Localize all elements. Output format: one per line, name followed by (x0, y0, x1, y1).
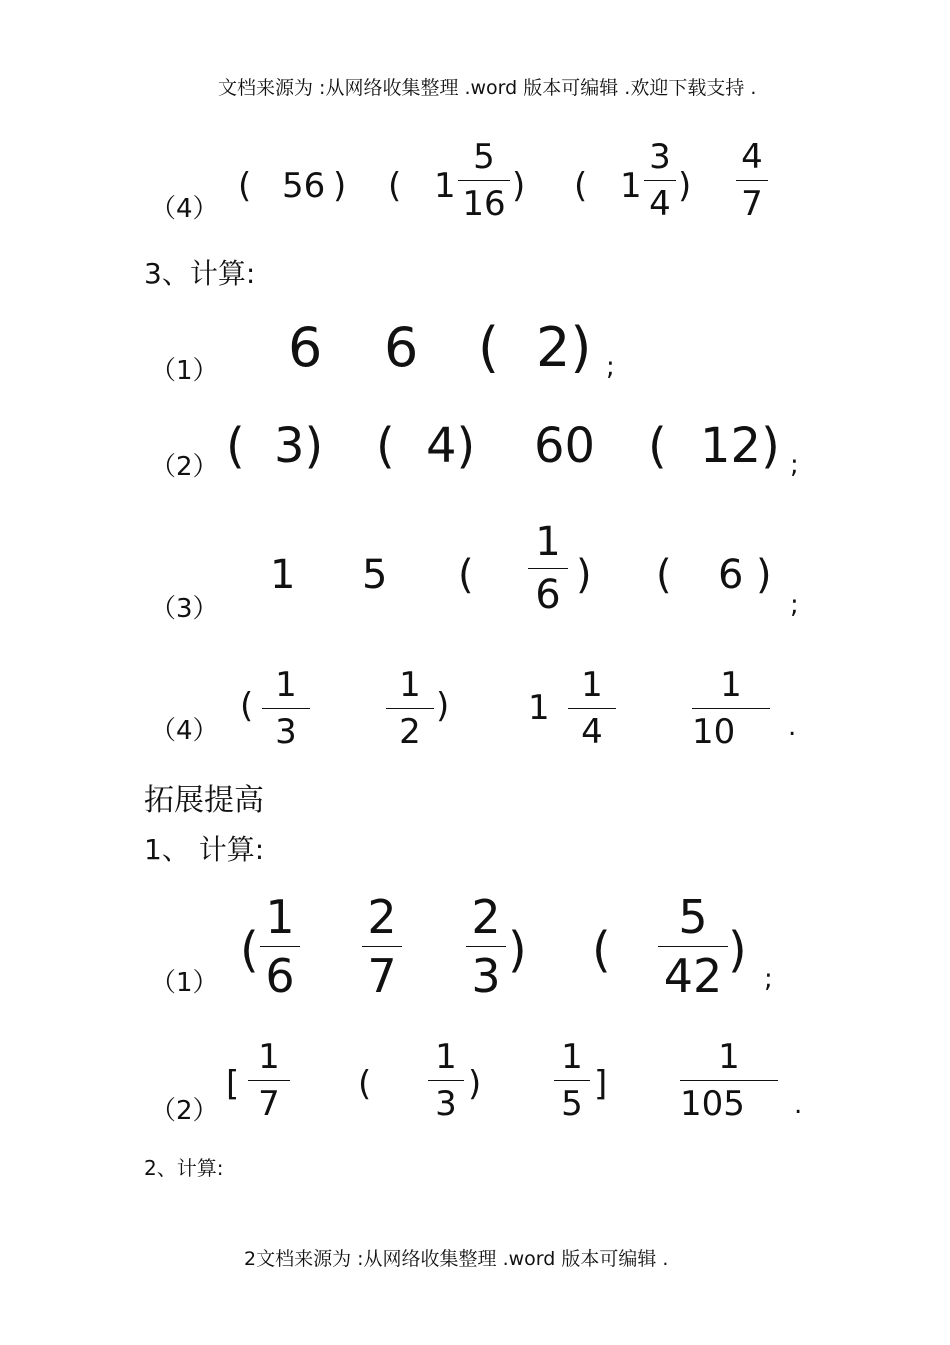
fraction (644, 137, 676, 224)
extension-title: 拓展提高 (144, 783, 264, 818)
numerator: 1 (275, 665, 297, 705)
paren: ( (592, 922, 611, 978)
paren: ) (508, 922, 527, 978)
fraction-bar (528, 568, 568, 569)
fraction-bar (386, 708, 434, 709)
period: . (794, 1090, 803, 1120)
denominator: 7 (258, 1084, 280, 1124)
numerator: 1 (561, 1037, 583, 1077)
fraction (692, 665, 770, 752)
semicolon: ; (790, 450, 799, 480)
problem-label: （3） (150, 594, 219, 624)
number: 56 (282, 166, 326, 206)
denominator: 6 (265, 949, 295, 1003)
paren: ( (358, 1064, 372, 1104)
denominator: 6 (535, 572, 561, 618)
paren: ) (728, 922, 747, 978)
problem-label: （1） (150, 356, 219, 386)
denominator: 7 (367, 949, 397, 1003)
numerator: 1 (435, 1037, 457, 1077)
fraction-bar (262, 708, 310, 709)
denominator: 105 (680, 1084, 745, 1124)
page-header: 文档来源为 :从网络收集整理 .word 版本可编辑 .欢迎下载支持 . (218, 77, 757, 99)
fraction-bar (736, 180, 768, 181)
fraction (658, 890, 728, 1003)
fraction (428, 1037, 464, 1124)
denominator: 3 (471, 949, 501, 1003)
semicolon: ; (764, 964, 773, 994)
fraction-bar (248, 1080, 290, 1081)
numerator: 1 (265, 890, 295, 944)
paren: ) (468, 1064, 482, 1104)
number: 6 (384, 316, 419, 379)
problem-label: （4） (150, 716, 219, 746)
problem-label: （1） (150, 968, 219, 998)
semicolon: ; (606, 352, 615, 382)
paren: ( (388, 166, 402, 206)
fraction (248, 1037, 290, 1124)
paren: ( (238, 166, 252, 206)
numerator: 2 (367, 890, 397, 944)
fraction (466, 890, 506, 1003)
paren: ( (656, 552, 672, 598)
paren: ) (576, 552, 592, 598)
number: 4) (426, 418, 476, 474)
denominator: 2 (399, 712, 421, 752)
whole-number: 1 (528, 688, 550, 728)
number: 6 (288, 316, 323, 379)
numerator: 1 (535, 519, 561, 565)
fraction (568, 665, 616, 752)
numerator: 1 (581, 665, 603, 705)
fraction (680, 1037, 778, 1124)
numerator: 5 (473, 137, 495, 177)
number: 12) (700, 418, 780, 474)
numerator: 1 (718, 1037, 740, 1077)
paren: ) (333, 166, 347, 206)
paren: ( (226, 418, 245, 474)
numerator: 1 (258, 1037, 280, 1077)
denominator: 3 (275, 712, 297, 752)
denominator: 4 (581, 712, 603, 752)
fraction-bar (466, 946, 506, 947)
paren: ( (376, 418, 395, 474)
number: 1 (270, 552, 296, 598)
denominator: 10 (692, 712, 736, 752)
number: 3) (274, 418, 324, 474)
denominator: 16 (462, 184, 506, 224)
numerator: 1 (720, 665, 742, 705)
section-title: 1、 计算: (144, 833, 265, 866)
bracket: ] (594, 1064, 608, 1104)
fraction-bar (680, 1080, 778, 1081)
fraction-bar (260, 946, 300, 947)
number: 5 (362, 552, 388, 598)
problem-label: （2） (150, 1096, 219, 1126)
numerator: 3 (649, 137, 671, 177)
fraction-bar (428, 1080, 464, 1081)
fraction (528, 519, 568, 618)
number: 60 (534, 418, 596, 474)
paren: ) (678, 166, 692, 206)
period: . (788, 712, 797, 742)
fraction (260, 890, 300, 1003)
paren: ( (478, 316, 500, 379)
paren: ) (756, 552, 772, 598)
paren: ( (240, 686, 254, 726)
denominator: 4 (649, 184, 671, 224)
denominator: 5 (561, 1084, 583, 1124)
section-title: 3、计算: (144, 257, 256, 290)
fraction-bar (692, 708, 770, 709)
paren: ( (574, 166, 588, 206)
whole-number: 1 (620, 166, 642, 206)
numerator: 4 (741, 137, 763, 177)
paren: ) (512, 166, 526, 206)
fraction (458, 137, 510, 224)
fraction-bar (458, 180, 510, 181)
fraction-bar (362, 946, 402, 947)
whole-number: 1 (434, 166, 456, 206)
paren: ( (458, 552, 474, 598)
fraction (736, 137, 768, 224)
fraction (262, 665, 310, 752)
semicolon: ; (790, 590, 799, 620)
numerator: 2 (471, 890, 501, 944)
fraction-bar (554, 1080, 590, 1081)
bracket: [ (226, 1064, 240, 1104)
denominator: 42 (663, 949, 723, 1003)
fraction-bar (568, 708, 616, 709)
numerator: 5 (678, 890, 708, 944)
fraction (386, 665, 434, 752)
number: 6 (718, 552, 744, 598)
numerator: 1 (399, 665, 421, 705)
page-footer: 2文档来源为 :从网络收集整理 .word 版本可编辑 . (244, 1248, 669, 1270)
fraction (554, 1037, 590, 1124)
paren: ( (648, 418, 667, 474)
problem-label: （4） (150, 194, 219, 224)
denominator: 7 (741, 184, 763, 224)
section-title: 2、计算: (144, 1156, 224, 1180)
fraction-bar (658, 946, 728, 947)
fraction (362, 890, 402, 1003)
paren: ) (436, 686, 450, 726)
denominator: 3 (435, 1084, 457, 1124)
number: 2) (536, 316, 592, 379)
paren: ( (240, 922, 259, 978)
fraction-bar (644, 180, 676, 181)
problem-label: （2） (150, 452, 219, 482)
